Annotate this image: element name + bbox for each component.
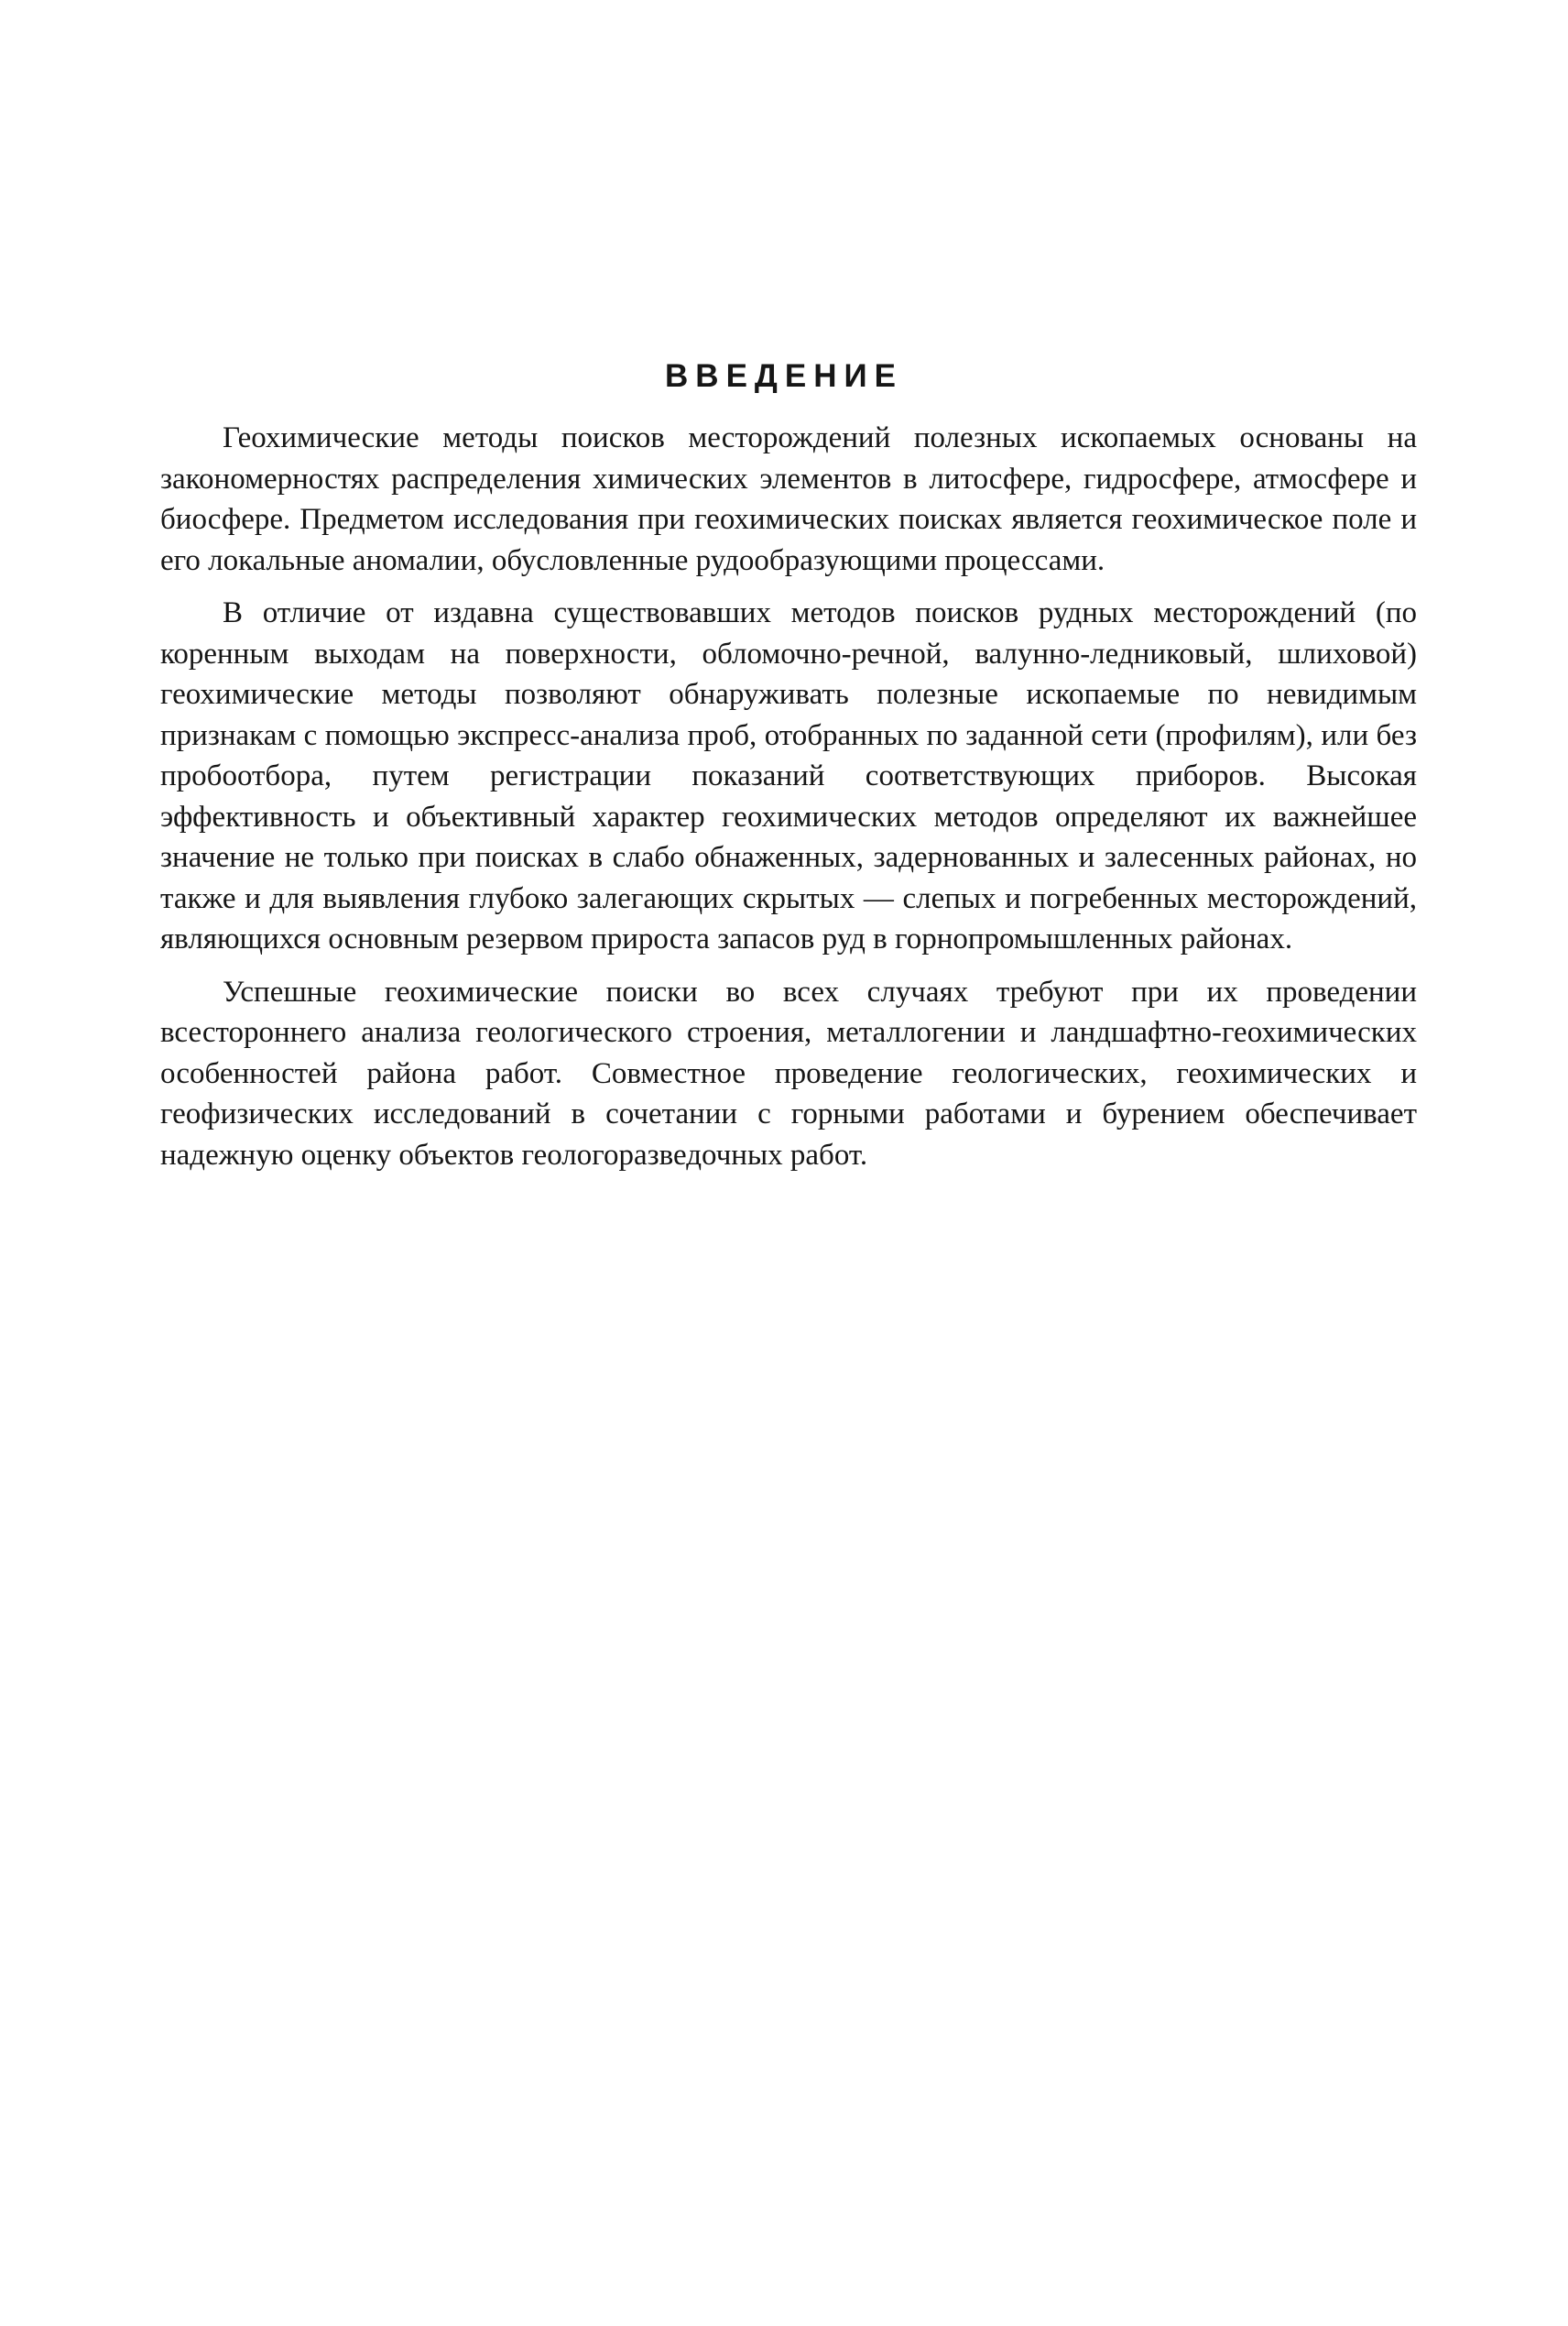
body-text <box>160 418 1417 1175</box>
page-title: ВВЕДЕНИЕ <box>665 358 903 394</box>
paragraph-2: В отличие от издавна существовавших методов поисков рудных месторождений (по коренным выходам на поверхности, обломочно-речной, валунно-ледниковый, шлиховой) геохимические методы позволяют обнаруживать полезные ископаемые по невидимым признакам с помощью экспресс-анализа проб, отобранных по заданной сети (профилям), или без пробоотбора, путем регистрации показаний соответствующих приборов. Высокая эффективность и объективный характер геохимических методов определяют их важнейшее значение не только при поисках в слабо обнаженных, задернованных и залесенных районах, но также и для выявления глубоко залегающих скрытых — слепых и погребенных месторождений, являющихся основным резервом прироста запасов руд в горнопромышленных районах. <box>160 596 1417 956</box>
paragraph-3: Успешные геохимические поиски во всех случаях требуют при их проведении всестороннего анализа геологического строения, металлогении и ландшафтно-геохимических особенностей района работ. Совместное проведение геологических, геохимических и геофизических исследований в сочетании с горными работами и бурением обеспечивает надежную оценку объектов геологоразведочных работ. <box>160 975 1417 1172</box>
paragraph-1: Геохимические методы поисков месторождений полезных ископаемых основаны на закономерностях распределения химических элементов в литосфере, гидросфере, атмосфере и биосфере. Предметом исследования при геохимических поисках является геохимическое поле и его локальные аномалии, обусловленные рудообразующими процессами. <box>160 421 1417 577</box>
